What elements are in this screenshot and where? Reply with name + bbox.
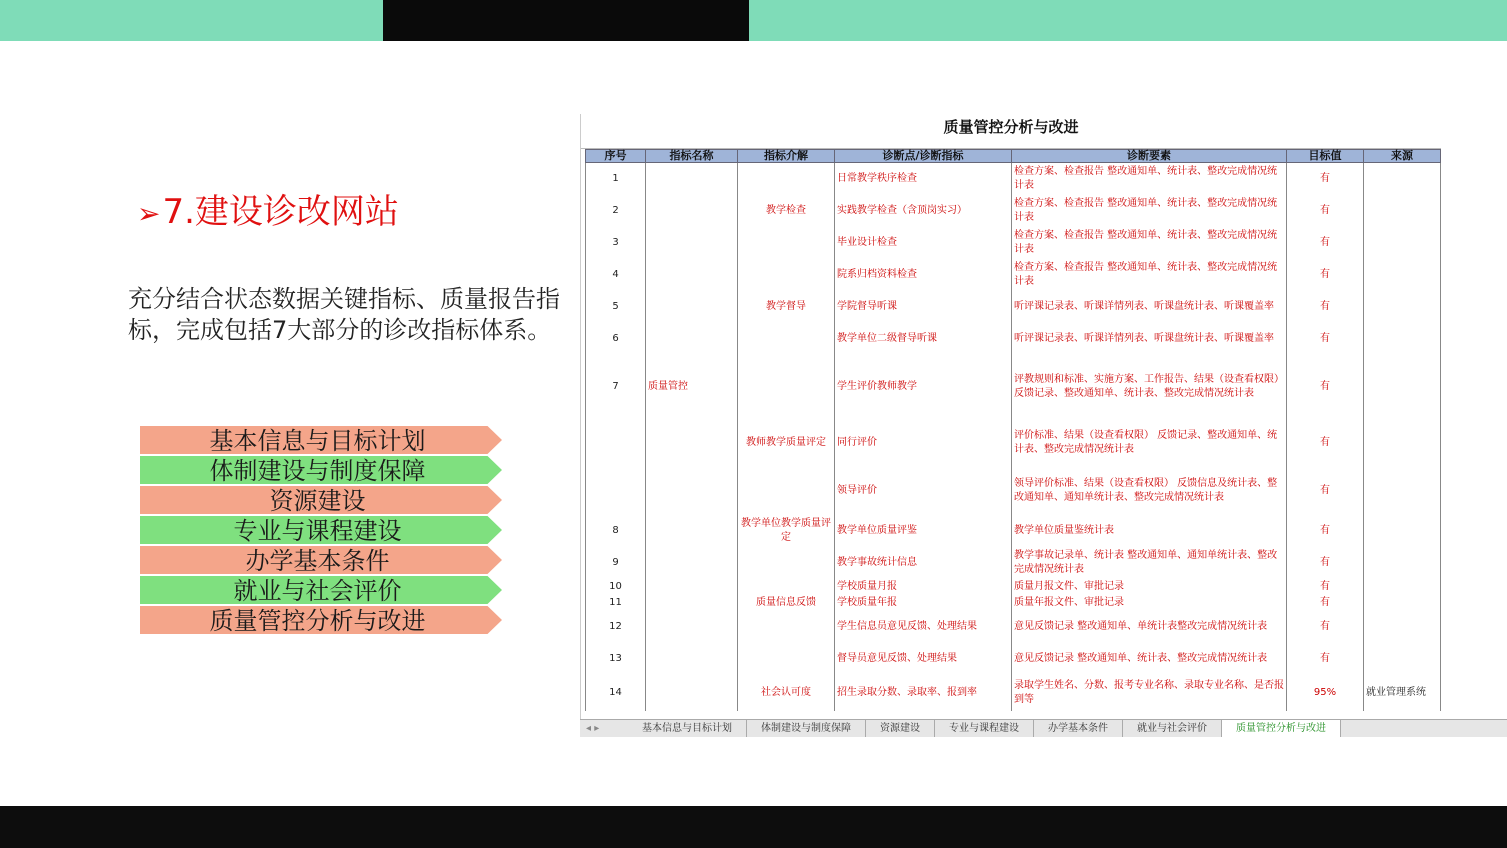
table-cell-point: 教学单位质量评鉴 [835, 515, 1012, 547]
table-row [586, 195, 1441, 227]
column-header: 指标名称 [646, 150, 738, 163]
table-cell-intro: 社会认可度 [738, 675, 835, 711]
menu-item-label: 基本信息与目标计划 [209, 427, 426, 455]
table-cell-no: 6 [586, 323, 646, 355]
tab-majors[interactable]: 专业与课程建设 [935, 720, 1034, 737]
column-header: 指标介解 [738, 150, 835, 163]
table-cell-name [646, 195, 738, 227]
table-cell-intro [738, 547, 835, 579]
table-cell-no [586, 467, 646, 515]
table-cell-intro [738, 227, 835, 259]
table-row [586, 611, 1441, 643]
table-cell-name [646, 323, 738, 355]
top-accent-bar-right [749, 0, 1507, 41]
bottom-dark-bar [0, 806, 1507, 848]
table-cell-target: 有 [1287, 467, 1364, 515]
indicator-table [585, 149, 1441, 711]
table-cell-target: 有 [1287, 515, 1364, 547]
table-cell-name [646, 163, 738, 195]
table-row [586, 515, 1441, 547]
table-cell-target: 有 [1287, 291, 1364, 323]
column-header: 目标值 [1287, 150, 1364, 163]
column-header: 序号 [586, 150, 646, 163]
table-cell-no: 14 [586, 675, 646, 711]
table-row [586, 291, 1441, 323]
table-cell-name [646, 643, 738, 675]
table-cell-element: 评价标准、结果（设查看权限） 反馈记录、整改通知单、统计表、整改完成情况统计表 [1012, 419, 1287, 467]
table-cell-intro [738, 643, 835, 675]
table-cell-source [1364, 163, 1441, 195]
table-row [586, 259, 1441, 291]
table-row [586, 467, 1441, 515]
table-cell-target: 有 [1287, 547, 1364, 579]
table-cell-point: 教学单位二级督导听课 [835, 323, 1012, 355]
menu-item-label: 资源建设 [269, 487, 366, 515]
menu-item-label: 体制建设与制度保障 [209, 457, 426, 485]
table-cell-intro: 教学督导 [738, 291, 835, 323]
table-cell-no: 9 [586, 547, 646, 579]
sheet-title: 质量管控分析与改进 [581, 114, 1441, 149]
table-cell-target: 有 [1287, 323, 1364, 355]
menu-item-employment[interactable] [140, 576, 502, 604]
table-cell-point: 学生信息员意见反馈、处理结果 [835, 611, 1012, 643]
table-row [586, 227, 1441, 259]
table-cell-source [1364, 195, 1441, 227]
table-cell-name [646, 291, 738, 323]
table-cell-point: 学校质量年报 [835, 595, 1012, 611]
tab-resources[interactable]: 资源建设 [866, 720, 935, 737]
table-cell-intro: 教师教学质量评定 [738, 419, 835, 467]
table-cell-element: 领导评价标准、结果（设查看权限） 反馈信息及统计表、整改通知单、通知单统计表、整改完成情况统计表 [1012, 467, 1287, 515]
table-cell-target: 有 [1287, 611, 1364, 643]
spreadsheet [580, 114, 1496, 736]
table-cell-source [1364, 323, 1441, 355]
table-body [586, 163, 1441, 711]
menu-item-resources[interactable] [140, 486, 502, 514]
table-cell-intro: 质量信息反馈 [738, 595, 835, 611]
table-cell-element: 评教规则和标准、实施方案、工作报告、结果（设查看权限） 反馈记录、整改通知单、统计表、整改完成情况统计表 [1012, 355, 1287, 419]
column-header: 诊断点/诊断指标 [835, 150, 1012, 163]
menu-item-quality[interactable] [140, 606, 502, 634]
table-cell-point: 实践教学检查（含顶岗实习） [835, 195, 1012, 227]
table-cell-name [646, 515, 738, 547]
table-cell-element: 听评课记录表、听课详情列表、听课盘统计表、听课覆盖率 [1012, 291, 1287, 323]
top-dark-bar [383, 0, 749, 41]
table-row [586, 643, 1441, 675]
table-cell-point: 招生录取分数、录取率、报到率 [835, 675, 1012, 711]
table-cell-name [646, 227, 738, 259]
table-cell-no: 3 [586, 227, 646, 259]
table-cell-point: 院系归档资料检查 [835, 259, 1012, 291]
sheet-tab-bar [580, 719, 1507, 737]
menu-item-basic-info[interactable] [140, 426, 502, 454]
table-cell-intro: 教学检查 [738, 195, 835, 227]
table-cell-element: 检查方案、检查报告 整改通知单、统计表、整改完成情况统计表 [1012, 163, 1287, 195]
table-cell-name [646, 259, 738, 291]
table-cell-no: 11 [586, 595, 646, 611]
tab-employment[interactable]: 就业与社会评价 [1123, 720, 1222, 737]
table-cell-no: 1 [586, 163, 646, 195]
table-row [586, 355, 1441, 419]
table-cell-point: 日常教学秩序检查 [835, 163, 1012, 195]
table-cell-element: 教学事故记录单、统计表 整改通知单、通知单统计表、整改完成情况统计表 [1012, 547, 1287, 579]
table-cell-no: 7 [586, 355, 646, 419]
menu-item-label: 专业与课程建设 [233, 517, 402, 545]
table-cell-target: 有 [1287, 595, 1364, 611]
table-cell-no: 8 [586, 515, 646, 547]
table-cell-intro [738, 467, 835, 515]
tab-quality[interactable]: 质量管控分析与改进 [1222, 720, 1341, 737]
table-row [586, 595, 1441, 611]
table-cell-intro [738, 579, 835, 595]
table-cell-intro: 教学单位教学质量评定 [738, 515, 835, 547]
table-cell-element: 质量年报文件、审批记录 [1012, 595, 1287, 611]
menu-item-conditions[interactable] [140, 546, 502, 574]
column-header: 来源 [1364, 150, 1441, 163]
table-cell-intro [738, 355, 835, 419]
table-cell-element: 质量月报文件、审批记录 [1012, 579, 1287, 595]
table-cell-point: 同行评价 [835, 419, 1012, 467]
table-cell-name [646, 579, 738, 595]
table-cell-source [1364, 515, 1441, 547]
tab-conditions[interactable]: 办学基本条件 [1034, 720, 1123, 737]
table-cell-no: 13 [586, 643, 646, 675]
table-cell-point: 教学事故统计信息 [835, 547, 1012, 579]
tab-system[interactable]: 体制建设与制度保障 [747, 720, 866, 737]
table-cell-source [1364, 643, 1441, 675]
column-header: 诊断要素 [1012, 150, 1287, 163]
table-cell-no [586, 419, 646, 467]
menu-item-label: 就业与社会评价 [233, 577, 402, 605]
table-cell-source [1364, 259, 1441, 291]
table-cell-element: 检查方案、检查报告 整改通知单、统计表、整改完成情况统计表 [1012, 259, 1287, 291]
table-cell-element: 录取学生姓名、分数、报考专业名称、录取专业名称、是否报到等 [1012, 675, 1287, 711]
table-cell-intro [738, 163, 835, 195]
menu-item-label: 质量管控分析与改进 [209, 607, 426, 635]
top-accent-bar-left [0, 0, 383, 41]
table-cell-point: 学校质量月报 [835, 579, 1012, 595]
table-row [586, 547, 1441, 579]
table-cell-name [646, 611, 738, 643]
arrow-bullet-icon: ➢ [137, 197, 161, 230]
table-cell-target: 有 [1287, 259, 1364, 291]
table-cell-name [646, 467, 738, 515]
table-cell-element: 听评课记录表、听课详情列表、听课盘统计表、听课覆盖率 [1012, 323, 1287, 355]
tab-basic-info[interactable]: 基本信息与目标计划 [628, 720, 747, 737]
description-text: 充分结合状态数据关键指标、质量报告指标，完成包括7大部分的诊改指标体系。 [128, 285, 560, 344]
table-cell-name: 质量管控 [646, 355, 738, 419]
table-cell-source [1364, 467, 1441, 515]
table-row [586, 675, 1441, 711]
table-row [586, 579, 1441, 595]
table-cell-point: 毕业设计检查 [835, 227, 1012, 259]
tab-scroll-arrows-icon[interactable]: ◂ ▸ [586, 723, 600, 734]
menu-item-majors[interactable] [140, 516, 502, 544]
table-row [586, 163, 1441, 195]
table-cell-source [1364, 355, 1441, 419]
table-cell-element: 意见反馈记录 整改通知单、单统计表整改完成情况统计表 [1012, 611, 1287, 643]
table-cell-name [646, 547, 738, 579]
menu-item-label: 办学基本条件 [245, 547, 390, 575]
table-cell-name [646, 419, 738, 467]
table-cell-source [1364, 595, 1441, 611]
table-cell-intro [738, 259, 835, 291]
table-cell-intro [738, 323, 835, 355]
table-cell-no: 5 [586, 291, 646, 323]
table-cell-target: 有 [1287, 579, 1364, 595]
table-row [586, 323, 1441, 355]
table-cell-source [1364, 611, 1441, 643]
table-cell-element: 检查方案、检查报告 整改通知单、统计表、整改完成情况统计表 [1012, 227, 1287, 259]
table-cell-no: 4 [586, 259, 646, 291]
table-cell-source: 就业管理系统 [1364, 675, 1441, 711]
table-cell-name [646, 595, 738, 611]
category-menu [140, 426, 502, 636]
page-title-text: 7.建设诊改网站 [162, 192, 399, 232]
table-cell-element: 教学单位质量鉴统计表 [1012, 515, 1287, 547]
table-cell-source [1364, 547, 1441, 579]
table-cell-point: 督导员意见反馈、处理结果 [835, 643, 1012, 675]
table-cell-point: 领导评价 [835, 467, 1012, 515]
table-cell-point: 学院督导听课 [835, 291, 1012, 323]
table-header-row [586, 150, 1441, 163]
table-cell-target: 95% [1287, 675, 1364, 711]
table-cell-source [1364, 291, 1441, 323]
table-cell-element: 意见反馈记录 整改通知单、统计表、整改完成情况统计表 [1012, 643, 1287, 675]
table-cell-target: 有 [1287, 419, 1364, 467]
table-cell-no: 10 [586, 579, 646, 595]
menu-item-system[interactable] [140, 456, 502, 484]
table-cell-element: 检查方案、检查报告 整改通知单、统计表、整改完成情况统计表 [1012, 195, 1287, 227]
table-cell-intro [738, 611, 835, 643]
table-cell-target: 有 [1287, 163, 1364, 195]
table-cell-target: 有 [1287, 227, 1364, 259]
table-cell-no: 12 [586, 611, 646, 643]
table-cell-target: 有 [1287, 643, 1364, 675]
table-cell-point: 学生评价教师教学 [835, 355, 1012, 419]
table-cell-name [646, 675, 738, 711]
table-cell-source [1364, 579, 1441, 595]
table-cell-target: 有 [1287, 355, 1364, 419]
table-cell-source [1364, 227, 1441, 259]
table-cell-source [1364, 419, 1441, 467]
table-row [586, 419, 1441, 467]
table-cell-no: 2 [586, 195, 646, 227]
page-title [137, 190, 399, 236]
table-cell-target: 有 [1287, 195, 1364, 227]
